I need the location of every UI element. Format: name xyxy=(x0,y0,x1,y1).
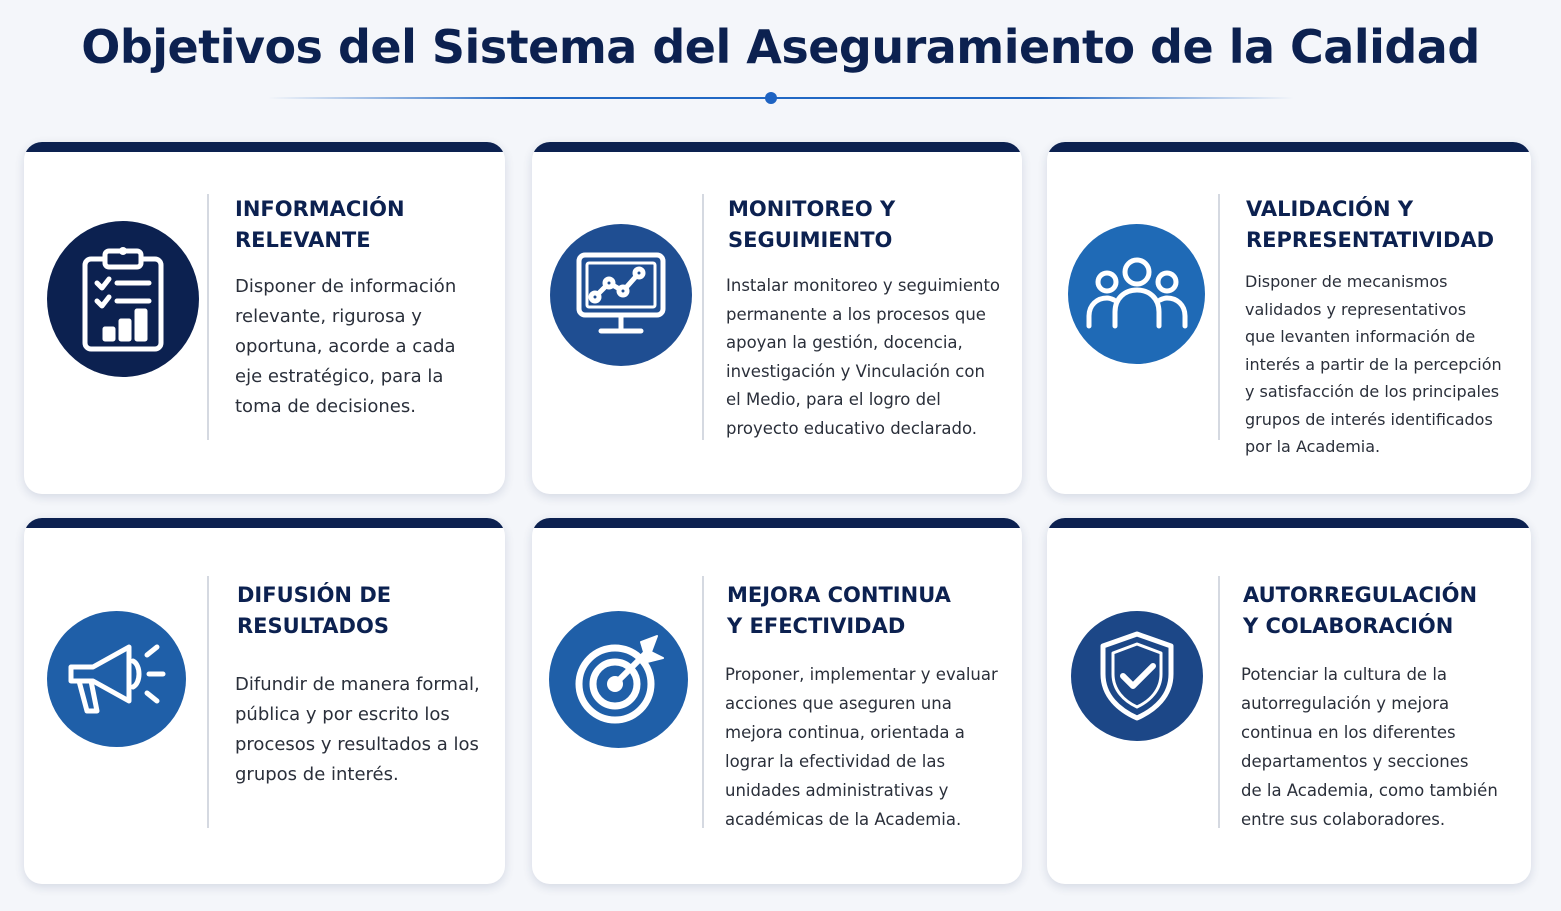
title-divider-dot xyxy=(765,92,777,104)
card-divider-line xyxy=(207,194,209,440)
card-description: Proponer, implementar y evaluar acciones que aseguren una mejora continua, orientada a lograr la efectividad de las unidades administrativas y académicas de la Academia. xyxy=(725,665,998,829)
card-title: MEJORA CONTINUA Y EFECTIVIDAD xyxy=(727,583,951,638)
card-monitoreo-seguimiento xyxy=(532,142,1022,494)
card-top-bar xyxy=(24,518,505,528)
icon-circle xyxy=(549,611,688,748)
card-divider-line xyxy=(1218,576,1220,828)
card-description: Disponer de información relevante, rigurosa y oportuna, acorde a cada eje estratégico, para la toma de decisiones. xyxy=(235,276,457,417)
icon-circle xyxy=(47,611,186,747)
megaphone-icon xyxy=(65,637,169,721)
card-divider-line xyxy=(702,576,704,828)
icon-circle xyxy=(1068,224,1205,364)
card-top-bar xyxy=(24,142,505,152)
card-top-bar xyxy=(532,518,1022,528)
card-title: VALIDACIÓN Y REPRESENTATIVIDAD xyxy=(1246,197,1495,252)
icon-circle xyxy=(47,221,199,377)
icon-circle xyxy=(1071,611,1203,741)
card-description: Potenciar la cultura de la autorregulación y mejora continua en los diferentes departamentos y secciones de la Academia, como también entre sus colaboradores. xyxy=(1241,665,1498,829)
icon-circle xyxy=(550,224,692,366)
people-group-icon xyxy=(1085,256,1189,332)
card-title: DIFUSIÓN DE RESULTADOS xyxy=(237,583,392,638)
card-description: Instalar monitoreo y seguimiento permanente a los procesos que apoyan la gestión, docencia, investigación y Vinculación con el Medio, para el logro del proyecto educativo declarado. xyxy=(726,276,1001,438)
card-title: MONITOREO Y SEGUIMIENTO xyxy=(728,197,896,252)
card-mejora-continua xyxy=(532,518,1022,884)
card-top-bar xyxy=(1047,142,1531,152)
monitor-chart-icon xyxy=(573,249,669,341)
clipboard-checklist-icon xyxy=(75,243,171,355)
card-top-bar xyxy=(1047,518,1531,528)
card-description: Disponer de mecanismos validados y representativos que levanten información de interés a partir de la percepción y satisfacción de los principales grupos de interés identificados por la Academia. xyxy=(1245,272,1502,456)
card-title: AUTORREGULACIÓN Y COLABORACIÓN xyxy=(1243,583,1478,638)
card-divider-line xyxy=(207,576,209,828)
target-arrow-icon xyxy=(571,632,667,728)
page-title: Objetivos del Sistema del Aseguramiento de la Calidad xyxy=(81,20,1480,74)
card-validacion-representatividad xyxy=(1047,142,1531,494)
card-autorregulacion-colaboracion xyxy=(1047,518,1531,884)
card-divider-line xyxy=(1218,194,1220,440)
card-difusion-resultados xyxy=(24,518,505,884)
card-informacion-relevante xyxy=(24,142,505,494)
card-title: INFORMACIÓN RELEVANTE xyxy=(235,197,405,252)
card-divider-line xyxy=(702,194,704,440)
shield-check-icon xyxy=(1097,630,1177,722)
card-top-bar xyxy=(532,142,1022,152)
card-description: Difundir de manera formal, pública y por escrito los procesos y resultados a los grupos de interés. xyxy=(235,674,480,785)
title-divider xyxy=(268,97,1294,99)
